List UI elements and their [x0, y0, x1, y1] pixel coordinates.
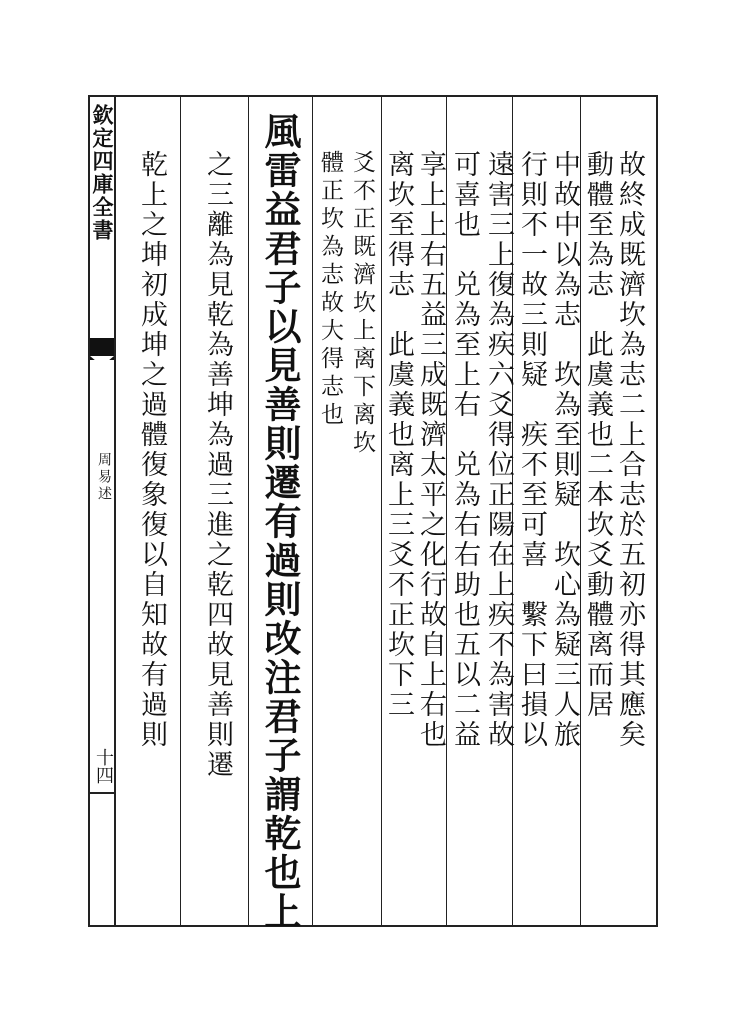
text-column-2: 動體至為志 此虞義也二本坎爻動體离而居	[582, 150, 613, 720]
column-divider	[248, 97, 249, 925]
text-column-7: 享上上右五益三成既濟太平之化行故自上右也	[415, 150, 446, 750]
book-title: 周易述	[96, 452, 112, 503]
text-column-3: 中故中以為志 坎為至則疑 坎心為疑三人旅	[549, 150, 580, 750]
text-column-6: 可喜也 兑為至上右 兑為右右助也五以二益	[449, 150, 480, 750]
text-column-8: 离坎至得志 此虞義也离上三爻不正坎下三	[383, 150, 414, 720]
text-column-4: 行則不一故三則疑 疾不至可喜 繫下曰損以	[516, 150, 547, 750]
text-column-9: 爻不正既濟坎上离下离坎	[349, 150, 375, 458]
text-column-13: 乾上之坤初成坤之過體復象復以自知故有過則	[136, 150, 167, 750]
folio-number: 十四	[93, 748, 114, 784]
text-column-12: 之三離為見乾為善坤為過三進之乾四故見善則遷	[202, 150, 233, 780]
column-divider	[180, 97, 181, 925]
folio-rule	[90, 792, 114, 794]
text-column-10: 體正坎為志故大得志也	[317, 150, 343, 430]
text-column-11: 風雷益君子以見善則遷有過則改注君子謂乾也上	[258, 112, 302, 931]
collection-title: 欽定四庫全書	[90, 104, 115, 242]
column-divider	[312, 97, 313, 925]
text-column-5: 遠害三上復為疾六爻得位正陽在上疾不為害故	[483, 150, 514, 750]
fishtail-notch-icon	[90, 356, 114, 366]
text-column-1: 故終成既濟坎為志二上合志於五初亦得其應矣	[614, 150, 645, 750]
